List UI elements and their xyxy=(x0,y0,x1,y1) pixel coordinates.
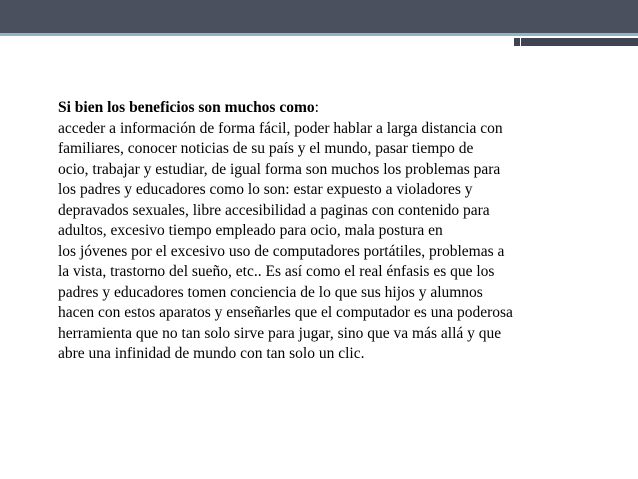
intro-bold-text: Si bien los beneficios son muchos como xyxy=(58,99,315,116)
text-line: los jóvenes por el excesivo uso de computadores portátiles, problemas a xyxy=(58,242,505,260)
accent-bar xyxy=(521,38,638,46)
text-line: abre una infinidad de mundo con tan solo un clic. xyxy=(58,345,365,362)
accent-square xyxy=(514,38,520,46)
text-line: herramienta que no tan solo sirve para jugar, sino que va más allá y que xyxy=(58,324,502,342)
text-line: familiares, conocer noticias de su país y el mundo, pasar tiempo de xyxy=(58,140,474,157)
text-line: ocio, trabajar y estudiar, de igual forma son muchos los problemas para xyxy=(58,160,501,178)
intro-line xyxy=(58,98,598,119)
text-line: adultos, excesivo tiempo empleado para ocio, mala postura en xyxy=(58,222,443,239)
header-stripe xyxy=(0,33,638,36)
text-line: los padres y educadores como lo son: estar expuesto a violadores y xyxy=(58,181,473,198)
slide-body-text xyxy=(58,98,598,365)
text-line: acceder a información de forma fácil, poder hablar a larga distancia con xyxy=(58,119,503,137)
header-band xyxy=(0,0,638,33)
text-line: la vista, trastorno del sueño, etc.. Es así como el real énfasis es que los xyxy=(58,263,495,280)
text-line: hacen con estos aparatos y enseñarles que el computador es una poderosa xyxy=(58,304,513,321)
text-line: padres y educadores tomen conciencia de lo que sus hijos y alumnos xyxy=(58,283,483,301)
intro-tail-text: : xyxy=(314,99,319,116)
text-line: depravados sexuales, libre accesibilidad a paginas con contenido para xyxy=(58,201,490,219)
